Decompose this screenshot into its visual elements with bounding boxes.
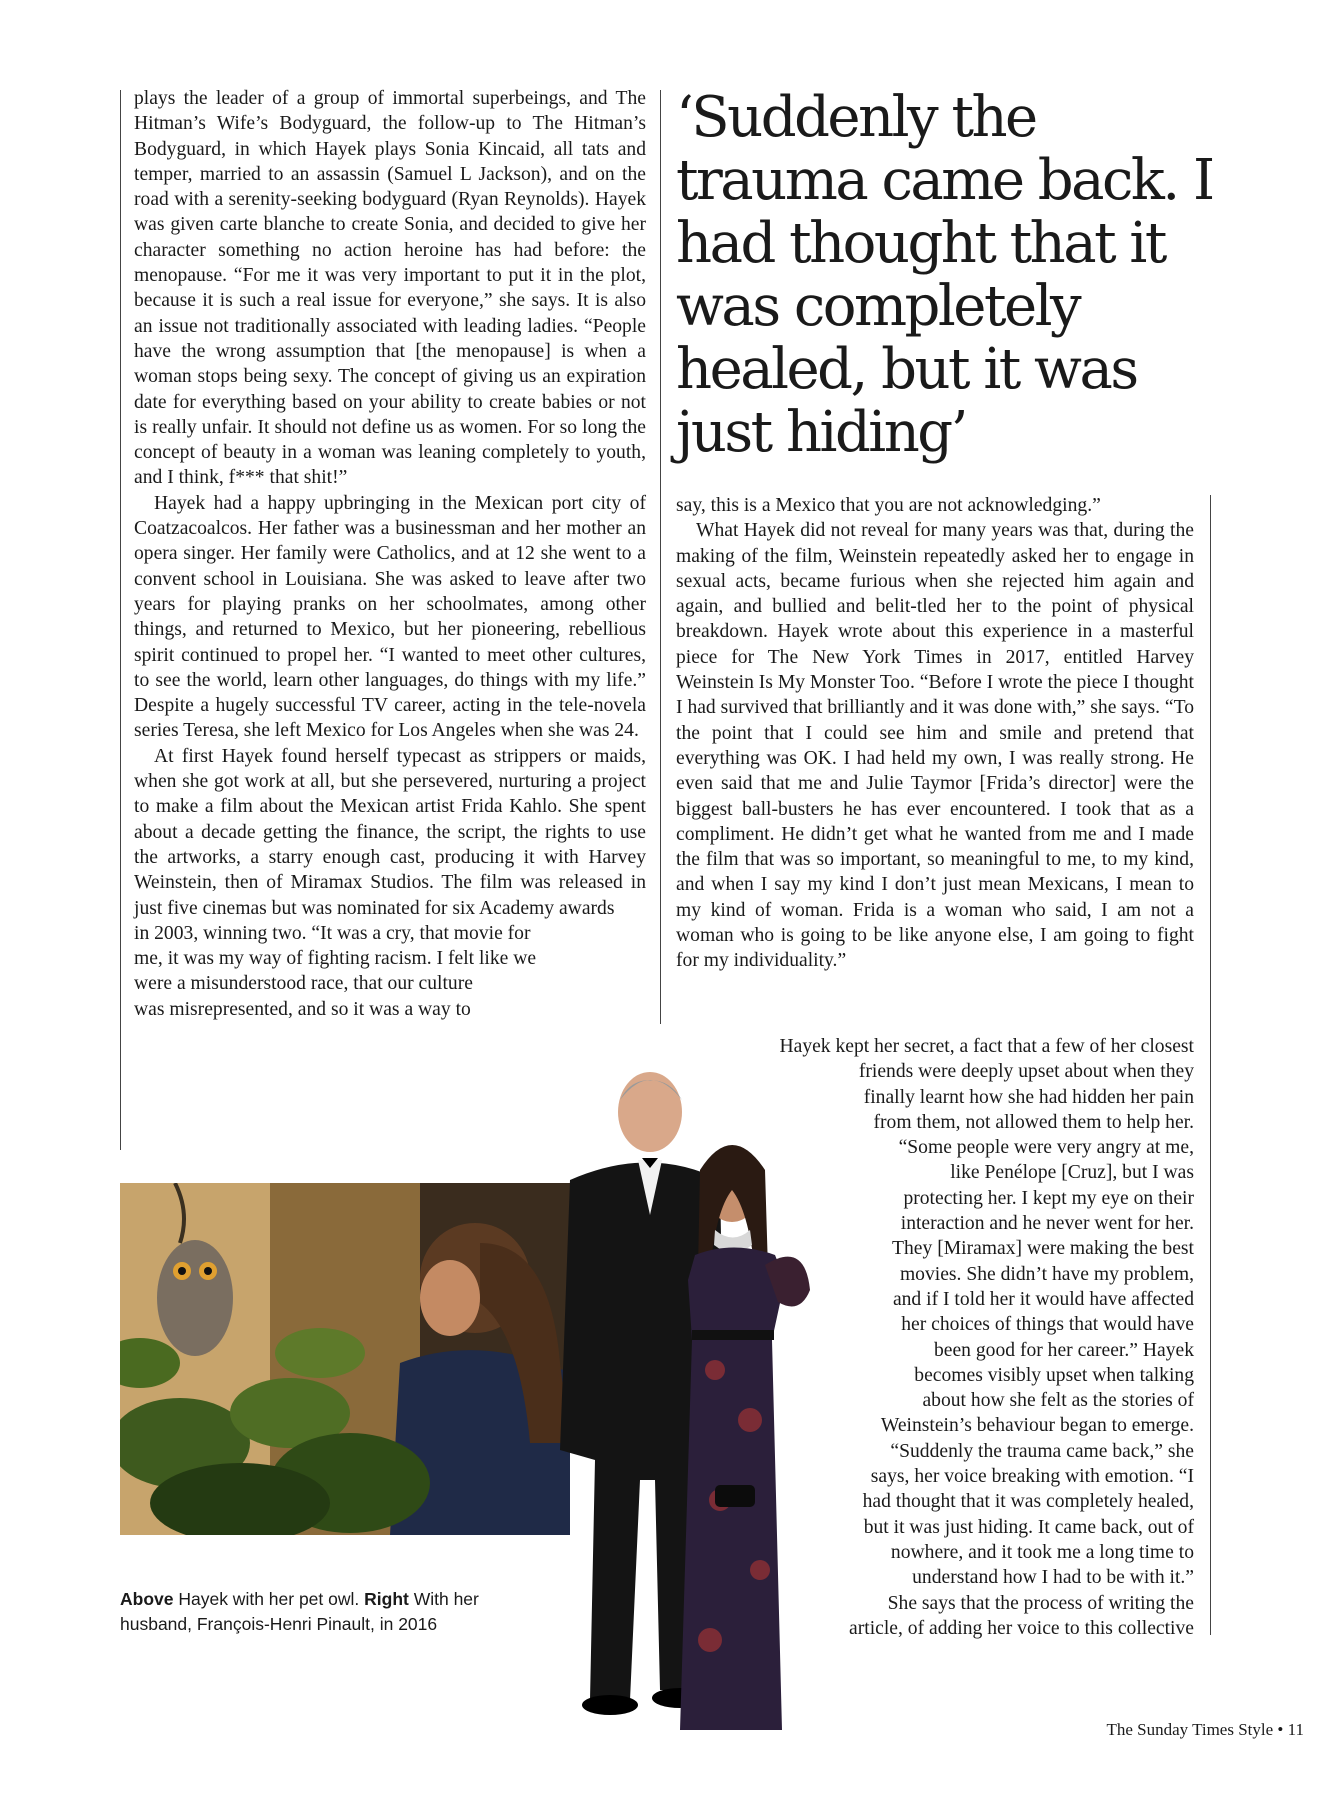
right-wrap-line: nowhere, and it took me a long time to [890,1541,1194,1563]
left-tail-line: in 2003, winning two. “It was a cry, that movie for [134,922,531,944]
right-wrap-line: article, of adding her voice to this collective [849,1617,1194,1639]
caption-right-text: With her husband, François-Henri Pinault, in 2016 [120,1589,479,1634]
left-paragraph-2: Hayek had a happy upbringing in the Mexican port city of Coatzacoalcos. Her father was a businessman and her mother an opera singer. Her family were Catholics, and at 12 she went to a convent school in Louisiana. She was asked to leave after two years for playing pranks on her schoolmates, among other things, and returned to Mexico, but her pioneering, rebellious spirit continued to propel her. “I wanted to meet other cultures, to see the world, learn other languages, do things with my life.” Despite a hugely successful TV career, acting in the tele-novela series Teresa, she left Mexico for Los Angeles when she was 24. [134,492,646,742]
caption-right-label: Right [364,1589,409,1609]
left-paragraph-3-tail [134,921,544,1022]
right-wrap-line: “Some people were very angry at me, [898,1137,1194,1159]
right-wrap-line: Hayek kept her secret, a fact that a few of her closest [779,1036,1194,1057]
right-wrap-line: friends were deeply upset about when they [858,1061,1194,1083]
right-wrap-line: been good for her career.” Hayek [933,1339,1194,1361]
photo-caption [120,1587,540,1637]
left-tail-line: was misrepresented, and so it was a way to [134,998,471,1020]
right-wrap-line: says, her voice breaking with emotion. “I [870,1466,1194,1488]
right-wrap-line: They [Miramax] were making the best [892,1238,1194,1260]
right-wrap-line: and if I told her it would have affected [892,1288,1194,1310]
left-tail-line: were a misunderstood race, that our culture [134,973,473,995]
right-wrap-line: had thought that it was completely healed, [862,1491,1194,1513]
right-column [676,493,1194,974]
caption-above-text: Hayek with her pet owl. [173,1589,365,1609]
right-paragraph-2: What Hayek did not reveal for many years was that, during the making of the film, Weinstein repeatedly asked her to engage in sexual acts, became furious when she rejected him again and again, and bullied and belit-tled her to the point of physical breakdown. Hayek wrote about this experience in a masterful piece for The New York Times in 2017, entitled Harvey Weinstein Is My Monster Too. “Before I wrote the piece I thought I had survived that brilliantly and it was done with,” she says. “To the point that I could see him and smile and pretend that everything was OK. I had held my own, I was really strong. He even said that me and Julie Taymor [Frida’s director] were the biggest ball-busters he has ever encountered. I took that as a compliment. He didn’t get what he wanted from me and I made the film that was so important, so meaningful to me, to my kind, and when I say my kind I don’t just mean Mexicans, I mean to my kind of woman. Frida is a woman who said, I am not a woman who is going to be like anyone else, I am going to fight for my individuality.” [676,520,1194,972]
right-wrap-line: She says that the process of writing the [887,1592,1194,1614]
right-wrap-line: her choices of things that would have [901,1314,1194,1336]
page-footer: The Sunday Times Style • 11 [1106,1720,1304,1739]
right-wrap-line: like Penélope [Cruz], but I was [950,1162,1194,1184]
left-paragraph-1: plays the leader of a group of immortal superbeings, and The Hitman’s Wife’s Bodyguard, the follow-up to The Hitman’s Bodyguard, in which Hayek plays Sonia Kincaid, all tats and temper, married to an assassin (Samuel L Jackson), and on the road with a serenity-seeking bodyguard (Ryan Reynolds). Hayek was given carte blanche to create Sonia, and decided to give her character something no action heroine has had before: the menopause. “For me it was very important to put it in the plot, because it is such a real issue for everyone,” she says. It is also an issue not traditionally associated with leading ladies. “People have the wrong assumption that [the menopause] is when a woman stops being sexy. The concept of giving us an expiration date for everything based on your ability to create babies or not is really unfair. It should not define us as women. For so long the concept of beauty in a woman was leaning completely to youth, and I think, f*** that shit!” [134,88,646,489]
right-wrap-line: finally learnt how she had hidden her pain [863,1086,1194,1108]
right-wrap-line: “Suddenly the trauma came back,” she [890,1440,1194,1462]
right-paragraph-1: say, this is a Mexico that you are not acknowledging.” [676,495,1101,516]
right-wrap-line: protecting her. I kept my eye on their [903,1187,1194,1209]
couple-photo-illustration [520,1040,850,1730]
couple-photo [520,1040,850,1730]
left-column [134,86,646,1022]
right-wrap-line: interaction and he never went for her. [900,1213,1194,1235]
left-column-rule [120,90,121,1150]
right-wrap-line: movies. She didn’t have my problem, [899,1263,1194,1285]
right-wrap-line: about how she felt as the stories of [922,1390,1194,1412]
owl-photo-illustration [120,1183,570,1535]
right-column-rule [1210,495,1211,1635]
right-wrap-line: from them, not allowed them to help her. [873,1111,1194,1133]
center-column-rule [660,90,661,1024]
caption-above-label: Above [120,1589,174,1609]
right-wrap-line: but it was just hiding. It came back, out of [863,1516,1194,1538]
right-wrap-line: becomes visibly upset when talking [914,1364,1194,1386]
owl-photo [120,1183,570,1535]
left-tail-line: me, it was my way of fighting racism. I felt like we [134,948,537,970]
pull-quote: ‘Suddenly the trauma came back. I had thought that it was completely healed, but it was just hiding’ [676,85,1213,465]
right-wrap-line: Weinstein’s behaviour began to emerge. [880,1415,1194,1437]
left-paragraph-3: At first Hayek found herself typecast as strippers or maids, when she got work at all, but she persevered, nurturing a project to make a film about the Mexican artist Frida Kahlo. She spent about a decade getting the finance, the script, the rights to use the artworks, a starry enough cast, producing it with Harvey Weinstein, then of Miramax Studios. The film was released in just five cinemas but was nominated for six Academy awards [134,745,646,919]
right-wrap-line: understand how I had to be with it.” [912,1567,1194,1589]
